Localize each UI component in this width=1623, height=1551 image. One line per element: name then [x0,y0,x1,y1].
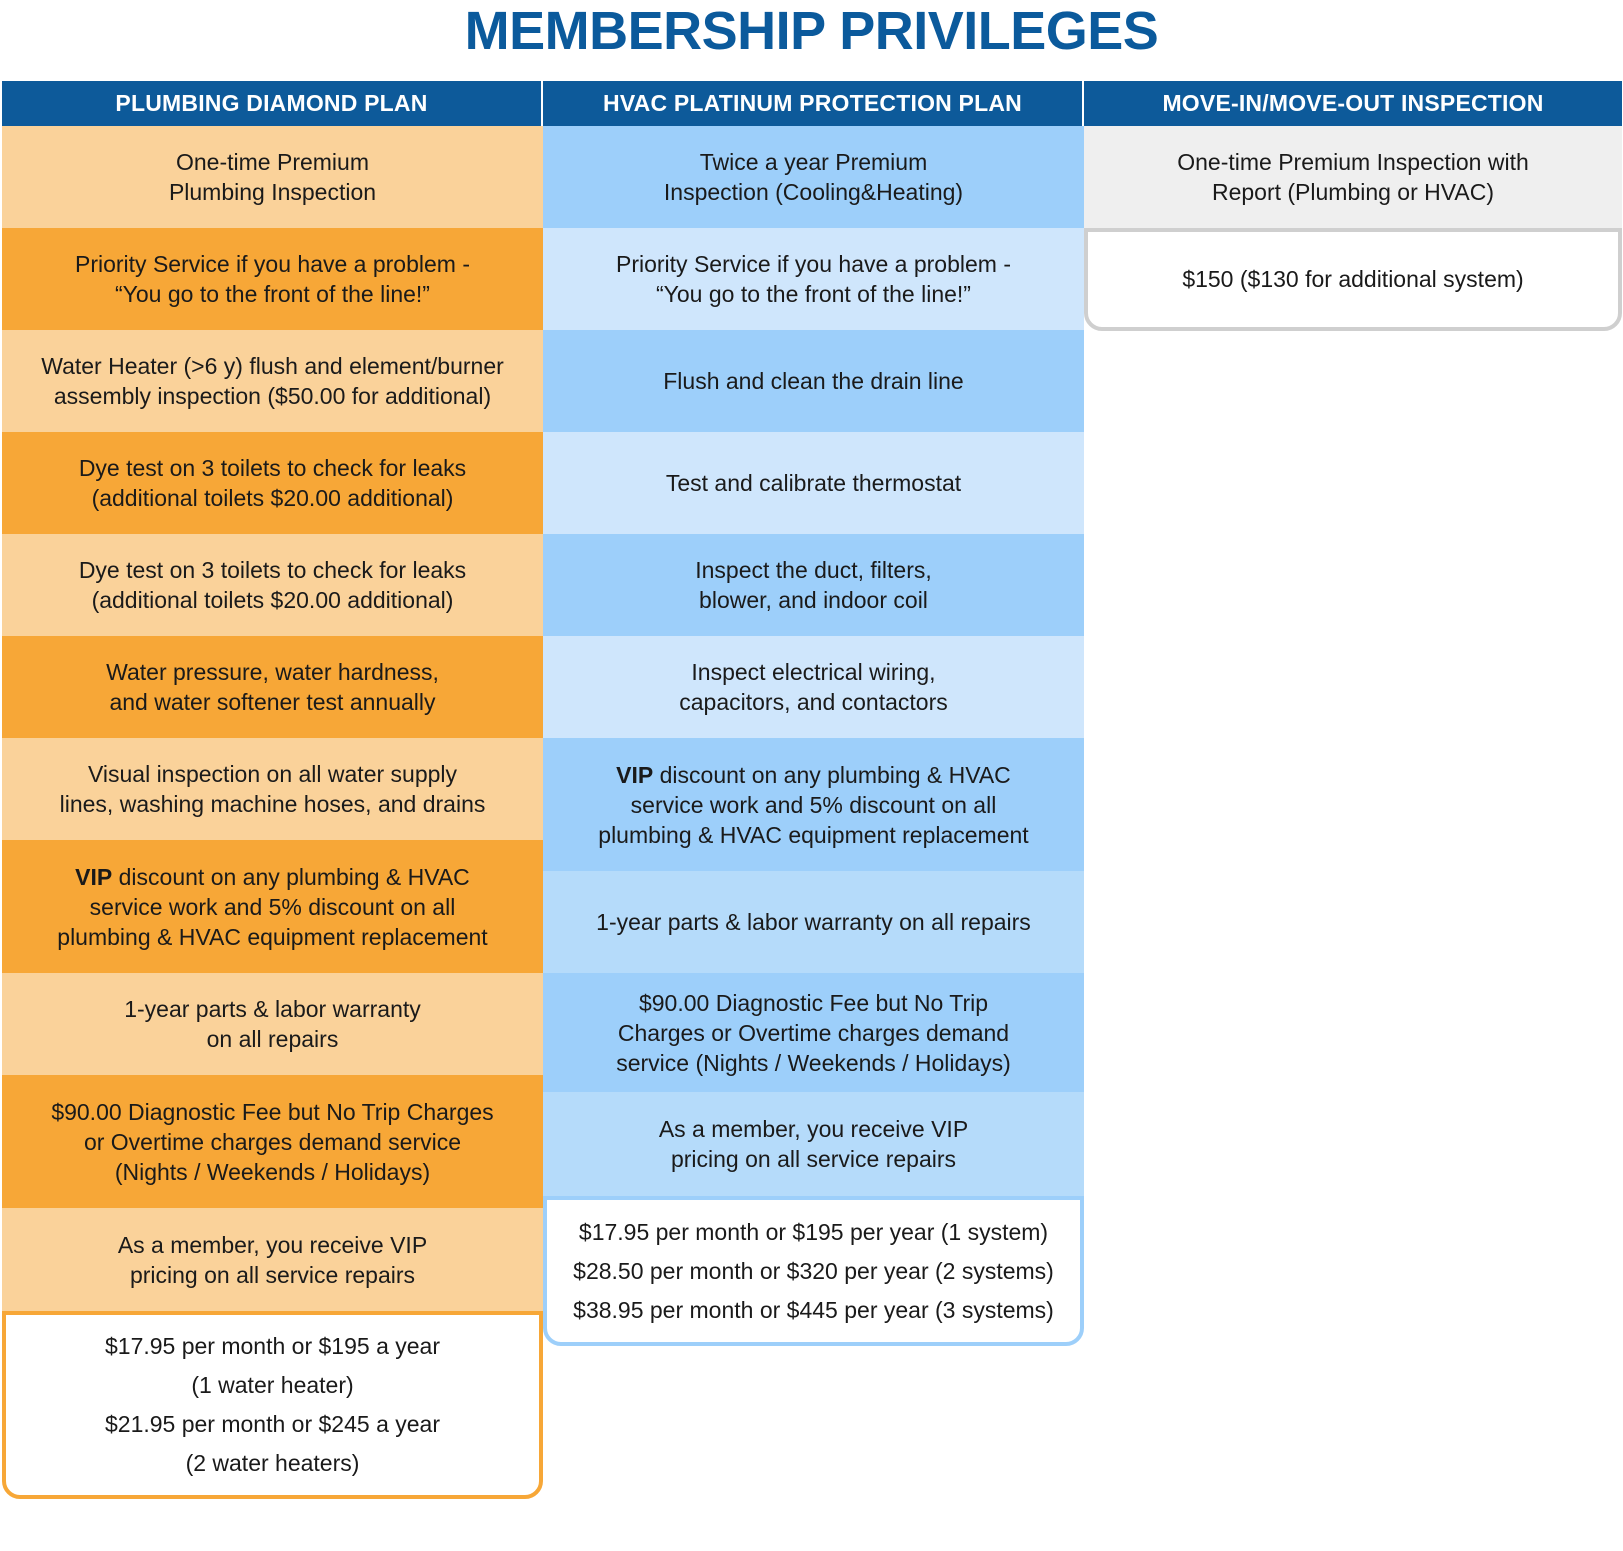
plumbing-row: Visual inspection on all water supply lines, washing machine hoses, and drains [2,738,543,840]
plumbing-row: One-time Premium Plumbing Inspection [2,126,543,228]
plumbing-row: Dye test on 3 toilets to check for leaks (additional toilets $20.00 additional) [2,534,543,636]
plumbing-plan-header: PLUMBING DIAMOND PLAN [2,81,543,126]
price-line: $21.95 per month or $245 a year [104,1411,440,1437]
hvac-row-vip: VIP discount on any plumbing & HVAC service work and 5% discount on all plumbing & HVAC equipment replacement [543,738,1084,871]
hvac-plan-column [543,81,1084,1346]
price-line: (1 water heater) [191,1372,354,1398]
price-line: $17.95 per month or $195 a year [104,1333,440,1359]
hvac-row: As a member, you receive VIP pricing on all service repairs [543,1092,1084,1196]
plumbing-row: $90.00 Diagnostic Fee but No Trip Charges or Overtime charges demand service (Nights / Weekends / Holidays) [2,1075,543,1208]
page-title: MEMBERSHIP PRIVILEGES [464,1,1159,61]
price-line: (2 water heaters) [185,1450,360,1476]
inspection-row: One-time Premium Inspection with Report (Plumbing or HVAC) [1084,126,1622,228]
hvac-row: $90.00 Diagnostic Fee but No Trip Charges or Overtime charges demand service (Nights / Weekends / Holidays) [543,973,1084,1092]
plumbing-row: Water Heater (>6 y) flush and element/burner assembly inspection ($50.00 for additional) [2,330,543,432]
inspection-pricing-box [1084,228,1622,331]
hvac-row: 1-year parts & labor warranty on all repairs [543,871,1084,973]
plumbing-row: As a member, you receive VIP pricing on all service repairs [2,1208,543,1311]
vip-lead: VIP [616,761,654,788]
hvac-row: Test and calibrate thermostat [543,432,1084,534]
plumbing-plan-column [2,81,543,1499]
plumbing-row: 1-year parts & labor warranty on all repairs [2,973,543,1075]
vip-lead: VIP [75,863,113,890]
hvac-row: Inspect electrical wiring, capacitors, and contactors [543,636,1084,738]
hvac-row: Twice a year Premium Inspection (Cooling&Heating) [543,126,1084,228]
price-line: $150 ($130 for additional system) [1182,266,1524,292]
price-line: $17.95 per month or $195 per year (1 system) [578,1218,1049,1245]
price-line: $28.50 per month or $320 per year (2 systems) [573,1257,1054,1284]
price-line: $38.95 per month or $445 per year (3 systems) [573,1296,1054,1323]
inspection-column [1084,81,1622,331]
inspection-header: MOVE-IN/MOVE-OUT INSPECTION [1084,81,1622,126]
plumbing-row: Priority Service if you have a problem - “You go to the front of the line!” [2,228,543,330]
plumbing-row: Dye test on 3 toilets to check for leaks (additional toilets $20.00 additional) [2,432,543,534]
hvac-row: Inspect the duct, filters, blower, and indoor coil [543,534,1084,636]
plumbing-pricing-box [2,1311,543,1499]
hvac-row: Flush and clean the drain line [543,330,1084,432]
hvac-plan-header: HVAC PLATINUM PROTECTION PLAN [543,81,1084,126]
plumbing-row-vip: VIP discount on any plumbing & HVAC service work and 5% discount on all plumbing & HVAC equipment replacement [2,840,543,973]
hvac-pricing-box [543,1196,1084,1346]
hvac-row: Priority Service if you have a problem - “You go to the front of the line!” [543,228,1084,330]
plumbing-row: Water pressure, water hardness, and water softener test annually [2,636,543,738]
